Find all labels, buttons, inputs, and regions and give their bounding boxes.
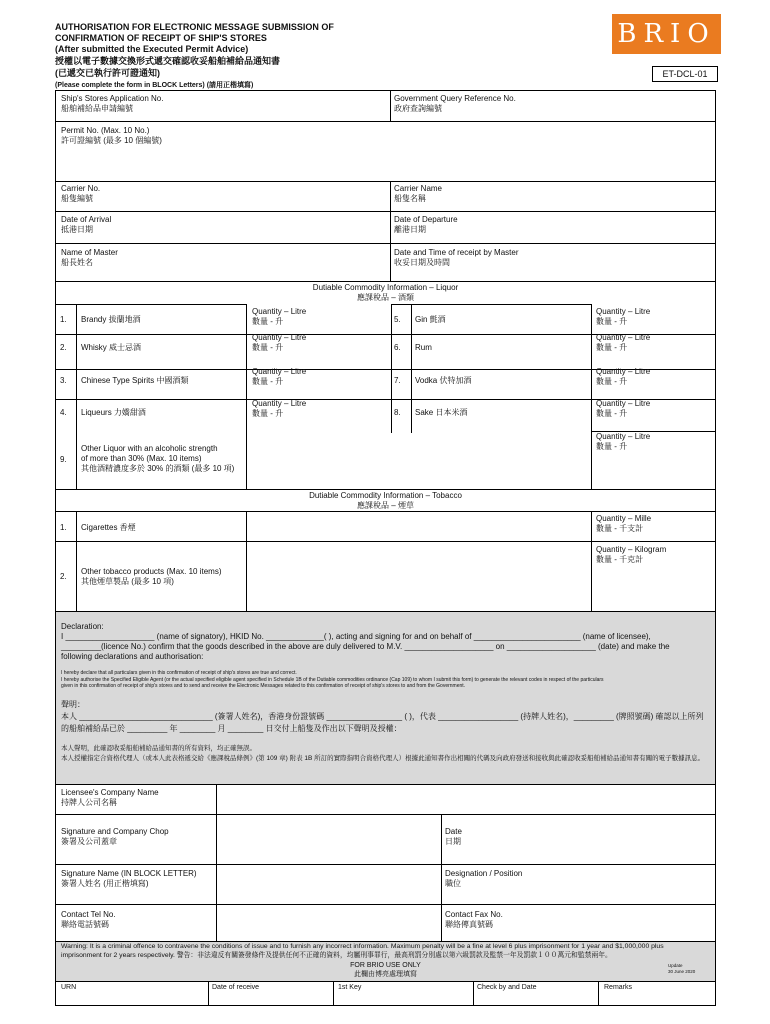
brio-use-section: [56, 942, 715, 981]
liquor-name: Gin 氈酒: [415, 315, 446, 324]
quantity-label-zh: 數量 - 升: [596, 409, 628, 418]
fax-label-zh: 聯絡傳真號碼: [445, 920, 493, 929]
position-label-zh: 職位: [445, 879, 461, 888]
liquor-other-line: 其他酒精濃度多於 30% 的酒類 (最多 10 項): [81, 464, 235, 473]
signature-label: Signature and Company Chop: [61, 827, 169, 836]
quantity-label-zh: 數量 - 升: [252, 409, 284, 418]
form-table: [55, 90, 716, 1006]
arrival-label: Date of Arrival: [61, 215, 112, 224]
remarks-label: Remarks: [604, 984, 633, 991]
master-label-zh: 船長姓名: [61, 258, 93, 267]
company-label: Licensee's Company Name: [61, 788, 159, 797]
quantity-label: Quantity – Litre: [596, 307, 651, 316]
quantity-label: Quantity – Litre: [252, 367, 307, 376]
quantity-label: Quantity – Litre: [596, 333, 651, 342]
departure-label-zh: 離港日期: [394, 225, 426, 234]
title-line-3: (After submitted the Executed Permit Advice): [55, 44, 249, 54]
tel-label: Contact Tel No.: [61, 910, 116, 919]
quantity-label-zh: 數量 - 升: [596, 343, 628, 352]
carrier-name-label-zh: 船隻名稱: [394, 194, 426, 203]
title-line-4: 授權以電子數據交換形式遞交確認收妥船舶補給品通知書: [55, 56, 281, 66]
tobacco-name: Cigarettes 香煙: [81, 523, 136, 532]
signature-name-label: Signature Name (IN BLOCK LETTER): [61, 869, 197, 878]
fax-label: Contact Fax No.: [445, 910, 503, 919]
quantity-label-zh: 數量 - 升: [596, 442, 628, 451]
receipt-label: Date and Time of receipt by Master: [394, 248, 519, 257]
liquor-num: 8.: [394, 408, 401, 417]
liquor-name: Liqueurs 力嬌甜酒: [81, 408, 146, 417]
quantity-label: Quantity – Litre: [252, 307, 307, 316]
instruction-text: (Please complete the form in BLOCK Letters) (請用正楷填寫): [55, 82, 254, 89]
urn-label: URN: [61, 984, 77, 991]
liquor-other-line: Other Liquor with an alcoholic strength: [81, 444, 218, 453]
departure-label: Date of Departure: [394, 215, 458, 224]
liquor-name: Brandy 拔蘭地酒: [81, 315, 141, 324]
permit-label-zh: 許可證編號 (最多 10 個編號): [61, 136, 162, 145]
company-label-zh: 持牌人公司名稱: [61, 798, 117, 807]
liquor-name: Vodka 伏特加酒: [415, 376, 472, 385]
liquor-num: 1.: [60, 315, 67, 324]
carrier-name-label: Carrier Name: [394, 184, 443, 193]
liquor-num: 7.: [394, 376, 401, 385]
date-label: Date: [445, 827, 462, 836]
quantity-label: Quantity – Litre: [596, 432, 651, 441]
liquor-num: 6.: [394, 343, 401, 352]
quantity-label: Quantity – Litre: [596, 399, 651, 408]
title-line-5: (已遞交已執行許可證通知): [55, 68, 160, 78]
tobacco-other-line: 其他煙草製品 (最多 10 項): [81, 577, 174, 586]
carrier-no-label: Carrier No.: [61, 184, 101, 193]
declaration-section: [56, 612, 715, 784]
declaration-small: I hereby authorise the Specified Eligible Agent (or the actual specified eligible agent specified in Schedule 1B of the Dutiable commodities ordinance (Cap 109) to whom I submit this form) to generate the relevant codes in respect of the particulars: [61, 676, 604, 683]
app-no-label-zh: 船舶補給品申請編號: [61, 104, 133, 113]
form-number: ET-DCL-01: [652, 66, 718, 82]
liquor-other-line: of more than 30% (Max. 10 items): [81, 454, 202, 463]
quantity-label: Quantity – Litre: [252, 333, 307, 342]
declaration-zh-line: 本人 ______________________________ (簽署人姓名)，香港身份證號碼 _________________ ( )，代表 __________________ (持牌人姓名)，_________ (牌照號碼) 確認以上所列: [61, 712, 704, 721]
receipt-label-zh: 收妥日期及時間: [394, 258, 450, 267]
title-line-1: AUTHORISATION FOR ELECTRONIC MESSAGE SUBMISSION OF: [55, 22, 334, 32]
quantity-label-zh: 數量 - 升: [252, 377, 284, 386]
brio-logo: BRIO: [612, 14, 721, 54]
liquor-title: Dutiable Commodity Information – Liquor: [312, 283, 459, 292]
permit-label: Permit No. (Max. 10 No.): [61, 126, 150, 135]
date-label-zh: 日期: [445, 837, 461, 846]
liquor-num: 3.: [60, 376, 67, 385]
quantity-label-zh: 數量 - 升: [596, 317, 628, 326]
update-label: Update: [668, 963, 683, 968]
liquor-name: Chinese Type Spirits 中國酒類: [81, 376, 189, 385]
declaration-line: I ____________________ (name of signatory), HKID No. _____________( ), acting and signing for and on behalf of ________________________ (name of licensee),: [61, 632, 651, 641]
quantity-label: Quantity – Litre: [596, 367, 651, 376]
liquor-name: Whisky 威士忌酒: [81, 343, 141, 352]
gov-ref-label: Government Query Reference No.: [394, 94, 516, 103]
quantity-label-zh: 數量 - 升: [252, 343, 284, 352]
liquor-name: Sake 日本米酒: [415, 408, 468, 417]
title-line-2: CONFIRMATION OF RECEIPT OF SHIP'S STORES: [55, 33, 267, 43]
declaration-zh-title: 聲明：: [61, 700, 85, 709]
liquor-other-num: 9.: [60, 455, 67, 464]
liquor-num: 4.: [60, 408, 67, 417]
declaration-zh-line: 的船舶補給品已於 _________ 年 ________ 月 ________ 日交付上船隻及作出以下聲明及授權：: [61, 724, 402, 733]
declaration-zh-small: 本人授權指定合資格代理人（或本人此表格遞交給《應課稅品條例》(第 109 章) 附表 1B 所訂的實際指明合資格代理人）根據此通知書作出相關的代碼及向政府發送和接收與此確認收妥船舶補給品通知書有關的電子數據訊息。: [61, 755, 705, 762]
app-no-label: Ship's Stores Application No.: [61, 94, 164, 103]
tobacco-title-zh: 應課稅品 – 煙草: [357, 501, 414, 510]
date-receive-label: Date of receive: [212, 984, 260, 991]
tel-label-zh: 聯絡電話號碼: [61, 920, 109, 929]
quantity-label-zh: 數量 - 升: [252, 317, 284, 326]
liquor-title-zh: 應課稅品 – 酒類: [357, 293, 414, 302]
quantity-label-zh: 數量 - 千支計: [596, 524, 644, 533]
quantity-label: Quantity – Litre: [252, 399, 307, 408]
quantity-label-zh: 數量 - 升: [596, 377, 628, 386]
tobacco-num: 2.: [60, 572, 67, 581]
update-date: 30 June 2020: [668, 969, 696, 974]
quantity-label: Quantity – Kilogram: [596, 545, 667, 554]
carrier-no-label-zh: 船隻編號: [61, 194, 93, 203]
signature-label-zh: 簽署及公司蓋章: [61, 837, 117, 846]
liquor-num: 2.: [60, 343, 67, 352]
warning-line: imprisonment for 2 years respectively. 警告：非法違反有關簽發條件及提供任何不正確的資料，均屬刑事罪行，最高刑罰分別處以第六級罰款及監禁一年及罰款１００萬元和監禁兩年。: [61, 952, 612, 959]
arrival-label-zh: 抵港日期: [61, 225, 93, 234]
brio-use-label: FOR BRIO USE ONLY: [350, 962, 421, 969]
tobacco-title: Dutiable Commodity Information – Tobacco: [309, 491, 462, 500]
first-key-label: 1st Key: [338, 984, 362, 991]
tobacco-other-line: Other tobacco products (Max. 10 items): [81, 567, 222, 576]
declaration-zh-small: 本人聲明，此確認收妥船舶補給品通知書的所有資料，均正確無誤。: [61, 745, 256, 752]
declaration-title: Declaration:: [61, 622, 104, 631]
gov-ref-label-zh: 政府查詢編號: [394, 104, 442, 113]
quantity-label-zh: 數量 - 千克計: [596, 555, 644, 564]
brio-use-label-zh: 此欄由博亮處理填寫: [354, 971, 417, 978]
position-label: Designation / Position: [445, 869, 523, 878]
declaration-small: given in this confirmation of receipt of ship's stores and to send and receive the Electronic Messages related to this confirmation of receipt of ship's stores to and from the Government.: [61, 683, 466, 689]
quantity-label: Quantity – Mille: [596, 514, 652, 523]
liquor-num: 5.: [394, 315, 401, 324]
declaration-line: following declarations and authorisation:: [61, 652, 204, 661]
master-label: Name of Master: [61, 248, 118, 257]
signature-name-label-zh: 簽署人姓名 (用正楷填寫): [61, 879, 149, 888]
check-by-label: Check by and Date: [477, 984, 537, 991]
declaration-small: I hereby declare that all particulars given in this confirmation of receipt of ship's stores are true and correct.: [61, 670, 297, 676]
liquor-name: Rum: [415, 343, 432, 352]
warning-line: Warning: It is a criminal offence to contravene the conditions of issue and to furnish any incorrect information. Maximum penalty will be a fine at level 6 plus imprisonment for 1 year and $1,000,000 plus: [61, 943, 664, 950]
tobacco-num: 1.: [60, 523, 67, 532]
declaration-line: _________(licence No.) confirm that the goods described in the above are duly delivered to M.V. ____________________ on ____________________ (date) and make the: [61, 642, 670, 651]
